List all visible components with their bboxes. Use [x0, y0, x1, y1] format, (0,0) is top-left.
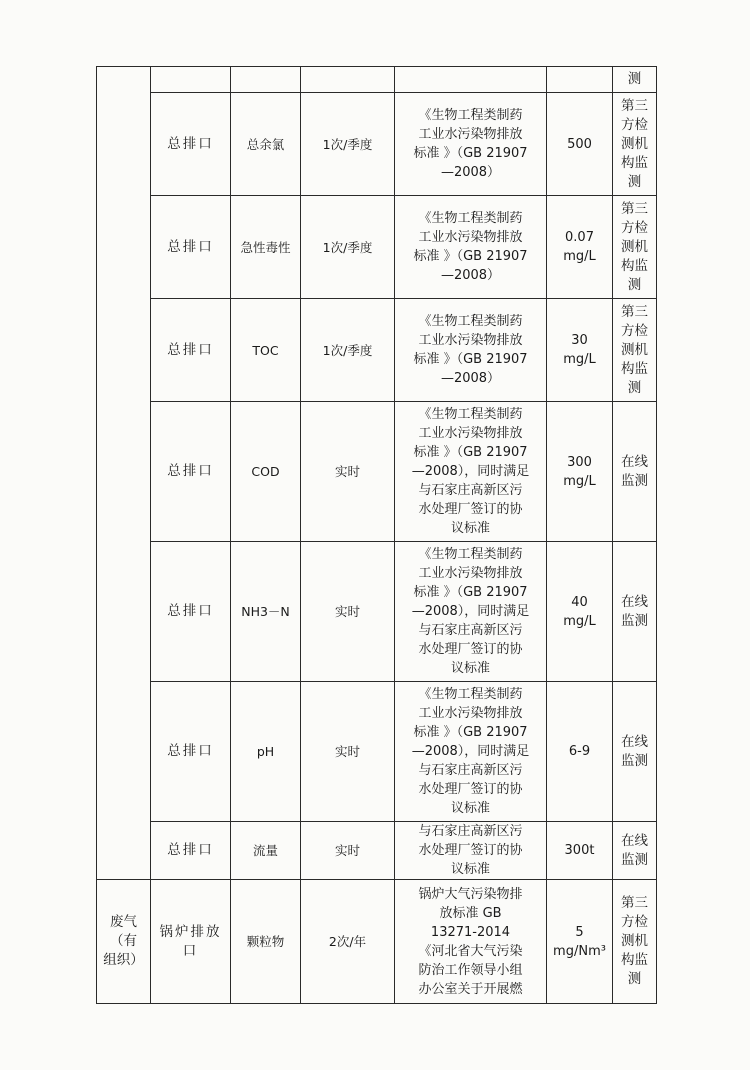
- standard-cell: [395, 402, 547, 542]
- method-cell-line: 测: [627, 971, 642, 987]
- standard-cell: [395, 196, 547, 299]
- standard-cell: [395, 299, 547, 402]
- limit-cell-line: 5: [575, 924, 584, 940]
- method-cell-line: 第三: [621, 200, 648, 217]
- standard-cell: [395, 682, 547, 822]
- standard-cell-line: 《生物工程类制药: [418, 547, 523, 562]
- standard-cell-line: 《生物工程类制药: [418, 407, 523, 422]
- category-cell: [97, 67, 151, 880]
- standard-cell-line: 水处理厂签订的协: [418, 782, 523, 797]
- table-row: [97, 822, 657, 880]
- method-cell-line: 方检: [621, 914, 648, 930]
- standard-cell-line: 《生物工程类制药: [418, 687, 523, 702]
- standard-cell-line: 工业水污染物排放: [418, 230, 523, 245]
- item-cell-line: 流量: [252, 843, 278, 858]
- standard-cell-line: 工业水污染物排放: [418, 426, 523, 441]
- frequency-cell: [301, 299, 395, 402]
- standard-cell: [395, 822, 547, 880]
- standard-cell-line: 《生物工程类制药: [418, 211, 523, 226]
- method-cell: 测: [613, 67, 657, 93]
- standard-cell-line: —2008）: [440, 371, 501, 386]
- frequency-cell: [301, 542, 395, 682]
- limit-cell-line: 300: [567, 454, 592, 470]
- limit-cell-line: mg/Nm³: [553, 943, 606, 959]
- frequency-cell-line: 实时: [334, 843, 360, 858]
- limit-cell-line: mg/L: [563, 352, 596, 367]
- item-cell-line: 颗粒物: [246, 934, 285, 949]
- limit-cell-line: 40: [571, 594, 588, 610]
- standard-cell-line: 锅炉大气污染物排: [418, 886, 523, 902]
- method-cell: [613, 402, 657, 542]
- method-cell-line: 监测: [621, 612, 648, 629]
- standard-cell-line: 标准 》（GB 21907: [413, 585, 528, 600]
- method-cell-line: 第三: [621, 303, 648, 320]
- limit-cell-line: 500: [567, 136, 592, 152]
- table-row: [97, 880, 657, 1004]
- method-cell-line: 测机: [621, 933, 648, 949]
- location-cell: [151, 542, 231, 682]
- frequency-cell-line: 1次/季度: [322, 342, 373, 358]
- method-cell-line: 第三: [621, 97, 648, 114]
- frequency-cell-line: 实时: [334, 464, 360, 479]
- method-cell: [613, 682, 657, 822]
- method-cell-line: 监测: [621, 851, 648, 868]
- method-cell-line: 方检: [621, 219, 648, 236]
- method-cell: [613, 542, 657, 682]
- location-cell-line: 总排口: [167, 842, 214, 858]
- item-cell-line: COD: [251, 464, 280, 479]
- frequency-cell-line: 2次/年: [328, 934, 367, 949]
- frequency-cell-line: 1次/季度: [322, 239, 373, 255]
- standard-cell-line: 议标准: [450, 661, 490, 676]
- method-cell-line: 测: [627, 276, 642, 293]
- method-cell-line: 测机: [621, 135, 648, 152]
- limit-cell-line: 300t: [564, 843, 595, 858]
- location-cell: [151, 402, 231, 542]
- limit-cell: [547, 542, 613, 682]
- standard-cell: [395, 542, 547, 682]
- location-cell-line: 总排口: [167, 463, 214, 479]
- method-cell-line: 在线: [621, 832, 648, 849]
- table-row: [97, 299, 657, 402]
- method-cell-line: 监测: [621, 752, 648, 769]
- limit-cell: [547, 822, 613, 880]
- limit-cell-line: mg/L: [563, 613, 596, 629]
- item-cell: [231, 93, 301, 196]
- limit-cell-line: 30: [571, 333, 588, 348]
- standard-cell-line: —2008），同时满足: [411, 464, 530, 479]
- limit-cell: [547, 93, 613, 196]
- standard-cell-line: 标准 》（GB 21907: [413, 352, 528, 367]
- location-cell: [151, 880, 231, 1004]
- category-cell-line: （有: [110, 933, 137, 949]
- item-cell-line: NH3－N: [241, 604, 290, 619]
- limit-cell: [547, 402, 613, 542]
- table-row: [97, 682, 657, 822]
- method-cell-line: 构监: [621, 952, 648, 968]
- limit-cell: [547, 196, 613, 299]
- limit-cell-line: 0.07: [565, 230, 594, 245]
- limit-cell: [547, 880, 613, 1004]
- method-cell-line: 构监: [621, 360, 648, 377]
- item-cell: [231, 542, 301, 682]
- standard-cell-line: —2008），同时满足: [411, 604, 530, 619]
- location-cell: [151, 822, 231, 880]
- standard-cell-line: 与石家庄高新区污: [418, 623, 523, 638]
- location-cell-line: 总排口: [167, 135, 214, 152]
- standard-cell-line: 标准 》（GB 21907: [413, 249, 528, 264]
- method-cell-line: 构监: [621, 257, 648, 274]
- standard-cell: [395, 880, 547, 1004]
- standard-cell-line: 工业水污染物排放: [418, 333, 523, 348]
- frequency-cell: [301, 880, 395, 1004]
- standard-cell-line: 防治工作领导小组: [418, 962, 523, 978]
- location-cell: [151, 299, 231, 402]
- method-cell-line: 测机: [621, 238, 648, 255]
- table-row: [97, 402, 657, 542]
- table-row: [97, 196, 657, 299]
- item-cell: [231, 880, 301, 1004]
- method-cell-line: 方检: [621, 116, 648, 133]
- frequency-cell: [301, 402, 395, 542]
- location-cell-line: 总排口: [167, 238, 214, 255]
- standard-cell-line: 《生物工程类制药: [418, 108, 523, 123]
- frequency-cell-line: 1次/季度: [322, 136, 373, 152]
- standard-cell-line: 工业水污染物排放: [418, 127, 523, 142]
- item-cell: [231, 196, 301, 299]
- method-cell-line: 在线: [621, 453, 648, 470]
- frequency-cell: [301, 196, 395, 299]
- frequency-cell: [301, 822, 395, 880]
- standard-cell-line: —2008）: [440, 165, 501, 180]
- frequency-cell-line: 实时: [334, 604, 360, 619]
- standard-cell-line: 办公室关于开展燃: [418, 981, 523, 997]
- standard-cell-line: 放标准 GB: [439, 905, 502, 921]
- location-cell-line: 总排口: [167, 603, 214, 619]
- item-cell-line: TOC: [252, 342, 279, 358]
- item-cell: [231, 822, 301, 880]
- item-cell-line: pH: [256, 744, 275, 759]
- method-cell: [613, 196, 657, 299]
- item-cell: [231, 682, 301, 822]
- frequency-cell-line: 实时: [334, 744, 360, 759]
- limit-cell-line: mg/L: [563, 473, 596, 489]
- method-cell-line: 在线: [621, 593, 648, 610]
- table-row: [97, 542, 657, 682]
- standard-cell-line: 水处理厂签订的协: [418, 642, 523, 657]
- standard-cell-line: 工业水污染物排放: [418, 706, 523, 721]
- limit-cell: [547, 682, 613, 822]
- location-cell: [151, 196, 231, 299]
- method-cell-line: 第三: [621, 895, 648, 911]
- standard-cell-line: —2008），同时满足: [411, 744, 530, 759]
- standard-cell-line: 水处理厂签订的协: [418, 843, 523, 858]
- standard-cell-line: 标准 》（GB 21907: [413, 146, 528, 161]
- standard-cell-line: 《生物工程类制药: [418, 314, 523, 329]
- item-cell: [231, 299, 301, 402]
- standard-cell-line: 标准 》（GB 21907: [413, 725, 528, 740]
- location-cell-line: 总排口: [167, 743, 214, 759]
- limit-cell-line: mg/L: [563, 249, 596, 264]
- standard-cell-line: 议标准: [450, 801, 490, 816]
- item-cell-line: 急性毒性: [240, 239, 291, 255]
- location-cell: [151, 93, 231, 196]
- method-cell: [613, 299, 657, 402]
- method-cell: [613, 93, 657, 196]
- method-cell-line: 测: [627, 173, 642, 190]
- standard-cell-line: 与石家庄高新区污: [418, 824, 523, 839]
- standard-cell-line: 议标准: [450, 862, 490, 877]
- standard-cell-line: 与石家庄高新区污: [418, 483, 523, 498]
- limit-cell-line: 6-9: [568, 744, 591, 759]
- standard-cell-line: —2008）: [440, 268, 501, 283]
- table-row: [97, 93, 657, 196]
- location-cell-line: 总排口: [167, 341, 214, 358]
- standard-cell-line: 13271-2014: [430, 924, 511, 940]
- limit-cell: [547, 299, 613, 402]
- method-cell-line: 测机: [621, 341, 648, 358]
- monitoring-table: [96, 66, 657, 1004]
- standard-cell-line: 水处理厂签订的协: [418, 502, 523, 517]
- method-cell-line: 监测: [621, 472, 648, 489]
- frequency-cell: [301, 682, 395, 822]
- standard-cell-line: 工业水污染物排放: [418, 566, 523, 581]
- location-cell-line: 口: [182, 942, 199, 959]
- method-cell: [613, 822, 657, 880]
- location-cell: [151, 682, 231, 822]
- method-cell: [613, 880, 657, 1004]
- standard-cell-line: 标准 》（GB 21907: [413, 445, 528, 460]
- item-cell-line: 总余氯: [246, 136, 285, 152]
- method-cell-line: 在线: [621, 733, 648, 750]
- frequency-cell: [301, 93, 395, 196]
- method-cell-line: 测: [627, 379, 642, 396]
- standard-cell: [395, 93, 547, 196]
- category-cell: [97, 880, 151, 1004]
- category-cell-line: 废气: [110, 914, 137, 930]
- category-cell-line: 组织）: [103, 952, 144, 968]
- table-row: [97, 67, 657, 93]
- item-cell: [231, 402, 301, 542]
- standard-cell-line: 议标准: [450, 521, 490, 536]
- location-cell-line: 锅炉排放: [159, 923, 222, 940]
- standard-cell-line: 《河北省大气污染: [418, 943, 523, 959]
- method-cell-line: 构监: [621, 154, 648, 171]
- standard-cell-line: 与石家庄高新区污: [418, 763, 523, 778]
- method-cell-line: 方检: [621, 322, 648, 339]
